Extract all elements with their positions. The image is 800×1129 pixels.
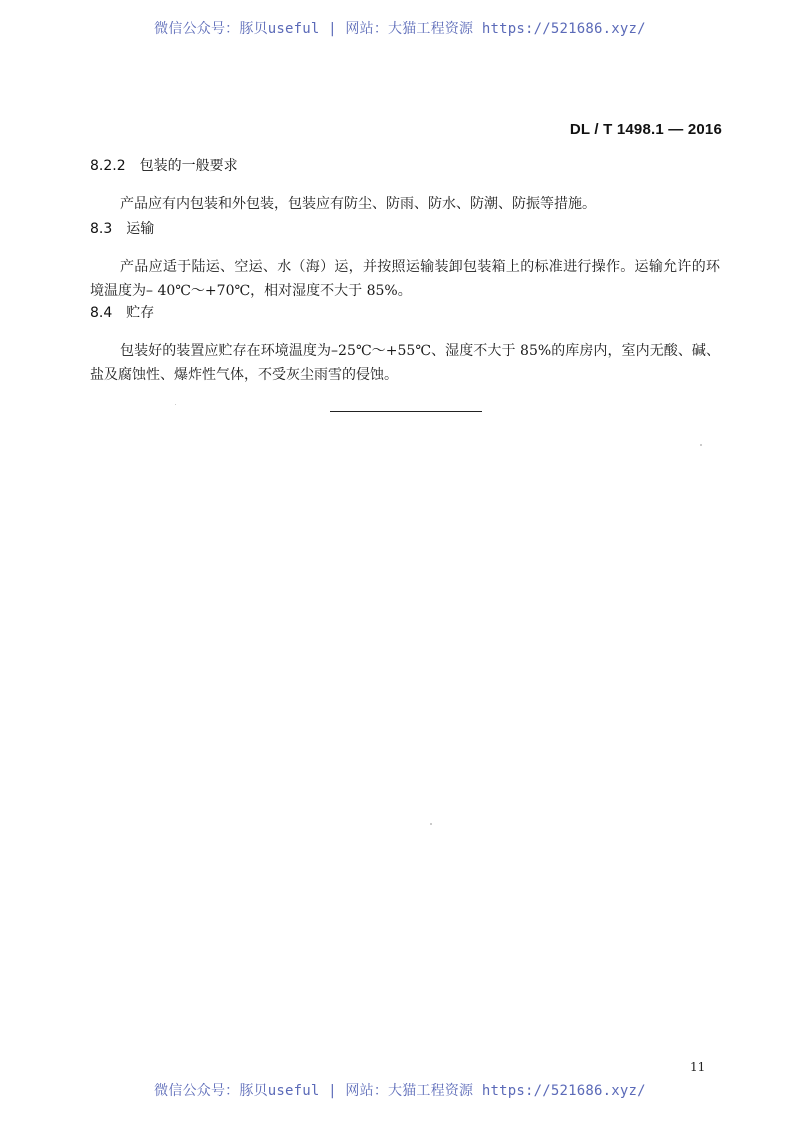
section-paragraph: 包装好的装置应贮存在环境温度为–25℃～+55℃、湿度不大于 85%的库房内，室内无酸、碱、盐及腐蚀性、爆炸性气体，不受灰尘雨雪的侵蚀。 <box>90 343 720 383</box>
watermark-top: 微信公众号：豚贝useful | 网站：大猫工程资源 https://521686.xyz/ <box>154 21 646 37</box>
section-8-4 <box>90 302 720 387</box>
section-paragraph: 产品应适于陆运、空运、水（海）运，并按照运输装卸包装箱上的标准进行操作。运输允许的环境温度为– 40℃～+70℃，相对湿度不大于 85%。 <box>90 259 720 299</box>
section-heading <box>90 302 720 322</box>
section-paragraph: 产品应有内包装和外包装，包装应有防尘、防雨、防水、防潮、防振等措施。 <box>120 196 596 212</box>
section-number: 8.2.2 <box>90 158 126 174</box>
section-heading <box>90 218 720 238</box>
section-8-2-2 <box>90 155 720 216</box>
page-number: 11 <box>690 1060 706 1074</box>
end-of-text-rule <box>330 411 482 412</box>
scan-speck <box>430 823 432 825</box>
section-8-3 <box>90 218 720 303</box>
watermark-bottom: 微信公众号：豚贝useful | 网站：大猫工程资源 https://521686.xyz/ <box>154 1083 646 1099</box>
section-title: 贮存 <box>126 305 155 321</box>
section-heading <box>90 155 720 175</box>
section-title: 运输 <box>126 221 155 237</box>
section-title: 包装的一般要求 <box>139 158 238 174</box>
standard-code: DL / T 1498.1 — 2016 <box>569 121 722 138</box>
scan-speck <box>175 404 176 405</box>
scan-speck <box>700 444 702 446</box>
section-number: 8.3 <box>90 221 113 237</box>
section-number: 8.4 <box>90 305 113 321</box>
